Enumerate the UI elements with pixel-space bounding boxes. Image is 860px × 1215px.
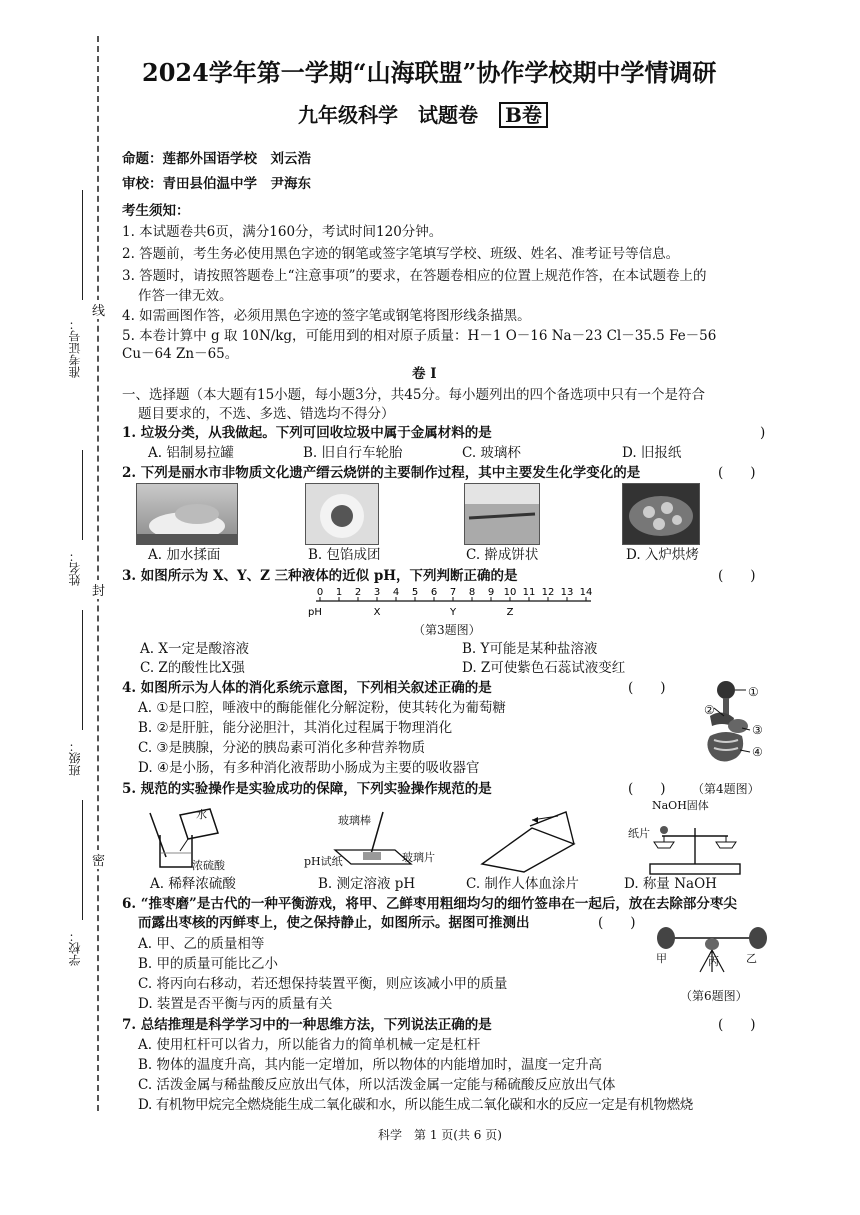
q7-option-a: A. 使用杠杆可以省力，所以能省力的简单机械一定是杠杆 bbox=[138, 1037, 481, 1053]
q4-option-d: D. ④是小肠，有多种消化液帮助小肠成为主要的吸收器官 bbox=[138, 760, 480, 776]
q3-option-d: D. Z可使紫色石蕊试液变红 bbox=[462, 660, 626, 676]
q2-stem: 2. 下列是丽水市非物质文化遗产缙云烧饼的主要制作过程，其中主要发生化学变化的是 bbox=[122, 465, 641, 481]
q5-label-slide: 玻璃片 bbox=[402, 851, 435, 864]
ph-tick-label: 12 bbox=[541, 587, 555, 598]
section-title: 卷 Ⅰ bbox=[412, 366, 437, 382]
q2-photo-baking bbox=[622, 483, 700, 545]
q5-option-a: A. 稀释浓硫酸 bbox=[150, 876, 236, 892]
q1-option-c: C. 玻璃杯 bbox=[462, 445, 521, 461]
notice-item-2: 2. 答题前，考生务必使用黑色字迹的钢笔或签字笔填写学校、班级、姓名、准考证号等信息。 bbox=[122, 246, 680, 262]
q7-option-d: D. 有机物甲烷完全燃烧能生成二氧化碳和水，所以能生成二氧化碳和水的反应一定是有机物燃烧 bbox=[138, 1097, 693, 1113]
q5-label-acid: 浓硫酸 bbox=[192, 859, 225, 872]
q2-option-a: A. 加水揉面 bbox=[148, 547, 221, 563]
q2-option-b: B. 包馅成团 bbox=[308, 547, 381, 563]
version-badge: B卷 bbox=[499, 102, 548, 128]
notice-item-3: 3. 答题时，请按照答题卷上“注意事项”的要求，在答题卷相应的位置上规范作答，在本试题卷上的 bbox=[122, 268, 707, 284]
page-title: 2024学年第一学期“山海联盟”协作学校期中学情调研 bbox=[142, 58, 717, 87]
q2-photo-kneading bbox=[136, 483, 238, 545]
q3-option-c: C. Z的酸性比X强 bbox=[140, 660, 245, 676]
ph-tick-label: 0 bbox=[316, 587, 324, 598]
q2-bracket: ( ) bbox=[718, 465, 756, 481]
q6-label-yi: 乙 bbox=[746, 952, 757, 965]
q4-bracket: ( ) bbox=[628, 680, 666, 696]
ph-tick-label: 13 bbox=[560, 587, 574, 598]
q3-stem: 3. 如图所示为 X、Y、Z 三种液体的近似 pH，下列判断正确的是 bbox=[122, 568, 518, 584]
q5-fig-weigh-naoh bbox=[640, 808, 750, 878]
q6-stem: 6. “推枣磨”是古代的一种平衡游戏，将甲、乙鲜枣用粗细均匀的细竹签串在一起后，放在去除部分枣尖 bbox=[122, 896, 737, 912]
q3-option-b: B. Y可能是某种盐溶液 bbox=[462, 641, 598, 657]
q4-label-2: ② bbox=[704, 703, 715, 717]
name-label: 姓名： bbox=[68, 550, 82, 586]
q6-option-d: D. 装置是否平衡与丙的质量有关 bbox=[138, 996, 333, 1012]
q5-bracket: ( ) bbox=[628, 781, 666, 797]
ph-tick-label: 1 bbox=[335, 587, 343, 598]
seal-char-line: 线 bbox=[92, 300, 105, 319]
ph-tick-label: 11 bbox=[522, 587, 536, 598]
q2-option-c: C. 擀成饼状 bbox=[466, 547, 539, 563]
q6-option-c: C. 将丙向右移动，若还想保持装置平衡，则应该减小甲的质量 bbox=[138, 976, 508, 992]
reviewer-line: 审校：青田县伯温中学 尹海东 bbox=[122, 176, 311, 192]
q5-label-paper: pH试纸 bbox=[304, 855, 343, 868]
q4-option-a: A. ①是口腔，唾液中的酶能催化分解淀粉，使其转化为葡萄糖 bbox=[138, 700, 506, 716]
q4-label-1: ① bbox=[748, 685, 759, 699]
q1-option-d: D. 旧报纸 bbox=[622, 445, 682, 461]
class-blank bbox=[82, 610, 83, 730]
q3-ph-scale bbox=[306, 584, 606, 620]
school-label: 学校： bbox=[68, 930, 82, 966]
q6-option-b: B. 甲的质量可能比乙小 bbox=[138, 956, 279, 972]
ph-tick-label: 6 bbox=[430, 587, 438, 598]
q7-stem: 7. 总结推理是科学学习中的一种思维方法，下列说法正确的是 bbox=[122, 1017, 492, 1033]
q4-caption: （第4题图） bbox=[692, 782, 760, 796]
seal-char-secret: 密 bbox=[92, 850, 105, 869]
ph-tick-label: 8 bbox=[468, 587, 476, 598]
notice-heading: 考生须知： bbox=[122, 203, 190, 219]
q5-stem: 5. 规范的实验操作是实验成功的保障，下列实验操作规范的是 bbox=[122, 781, 492, 797]
notice-item-1: 1. 本试题卷共6页，满分160分，考试时间120分钟。 bbox=[122, 224, 443, 240]
q4-label-4: ④ bbox=[752, 745, 763, 759]
q6-option-a: A. 甲、乙的质量相等 bbox=[138, 936, 265, 952]
q2-photo-rolling bbox=[464, 483, 540, 545]
school-blank bbox=[82, 800, 83, 920]
part-instructions-cont: 题目要求的，不选、多选、错选均不得分） bbox=[138, 406, 395, 422]
q5-label-paper-sheet: 纸片 bbox=[628, 827, 650, 840]
notice-item-5-cont: Cu－64 Zn－65。 bbox=[122, 346, 239, 362]
q2-option-d: D. 入炉烘烤 bbox=[626, 547, 699, 563]
q5-label-rod: 玻璃棒 bbox=[338, 814, 371, 827]
q7-option-b: B. 物体的温度升高，其内能一定增加，所以物体的内能增加时，温度一定升高 bbox=[138, 1057, 603, 1073]
q3-option-a: A. X一定是酸溶液 bbox=[140, 641, 249, 657]
q6-label-bing: 丙 bbox=[708, 955, 719, 968]
notice-item-3-cont: 作答一律无效。 bbox=[138, 288, 233, 304]
ph-tick-label: 4 bbox=[392, 587, 400, 598]
q1-option-a: A. 铝制易拉罐 bbox=[148, 445, 234, 461]
q3-caption: （第3题图） bbox=[413, 623, 481, 637]
ph-tick-label: 2 bbox=[354, 587, 362, 598]
q5-option-d: D. 称量 NaOH bbox=[624, 876, 717, 892]
q1-stem: 1. 垃圾分类，从我做起。下列可回收垃圾中属于金属材料的是 bbox=[122, 425, 492, 441]
notice-item-4: 4. 如需画图作答，必须用黑色字迹的签字笔或钢笔将图形线条描黑。 bbox=[122, 308, 531, 324]
q6-stem-cont: 而露出枣核的丙鲜枣上，使之保持静止，如图所示。据图可推测出 bbox=[138, 915, 530, 931]
notice-item-5: 5. 本卷计算中 g 取 10N/kg，可能用到的相对原子质量：H－1 O－16 Na－23 Cl－35.5 Fe－56 bbox=[122, 328, 717, 344]
q4-stem: 4. 如图所示为人体的消化系统示意图，下列相关叙述正确的是 bbox=[122, 680, 492, 696]
ph-marker-y: Y bbox=[449, 607, 457, 618]
q7-option-c: C. 活泼金属与稀盐酸反应放出气体，所以活泼金属一定能与稀硫酸反应放出气体 bbox=[138, 1077, 616, 1093]
q3-bracket: ( ) bbox=[718, 568, 756, 584]
ph-axis-label: pH bbox=[308, 607, 322, 618]
q6-label-jia: 甲 bbox=[656, 952, 667, 965]
ph-tick-label: 9 bbox=[487, 587, 495, 598]
ph-tick-label: 3 bbox=[373, 587, 381, 598]
q1-option-b: B. 旧自行车轮胎 bbox=[303, 445, 403, 461]
name-blank bbox=[82, 450, 83, 540]
q4-label-3: ③ bbox=[752, 723, 763, 737]
q5-option-b: B. 测定溶液 pH bbox=[318, 876, 416, 892]
q5-fig-blood-smear bbox=[474, 808, 584, 874]
ph-tick-label: 10 bbox=[503, 587, 517, 598]
q6-bracket: ( ) bbox=[598, 915, 636, 931]
page-subtitle bbox=[298, 102, 548, 128]
exam-number-label: 准考证号： bbox=[68, 318, 82, 378]
subtitle-text: 九年级科学 试题卷 bbox=[298, 103, 478, 127]
q5-label-naoh: NaOH固体 bbox=[652, 799, 709, 812]
ph-tick-label: 14 bbox=[579, 587, 593, 598]
class-label: 班级： bbox=[68, 740, 82, 776]
ph-marker-z: Z bbox=[506, 607, 514, 618]
q7-bracket: ( ) bbox=[718, 1017, 756, 1033]
ph-tick-label: 7 bbox=[449, 587, 457, 598]
page-footer: 科学 第 1 页(共 6 页) bbox=[378, 1128, 502, 1142]
q1-bracket: ) bbox=[760, 425, 766, 441]
q5-option-c: C. 制作人体血涂片 bbox=[466, 876, 579, 892]
ph-tick-label: 5 bbox=[411, 587, 419, 598]
q5-label-water: 水 bbox=[196, 808, 207, 821]
q2-photo-wrapping bbox=[305, 483, 379, 545]
q4-option-b: B. ②是肝脏，能分泌胆汁，其消化过程属于物理消化 bbox=[138, 720, 453, 736]
exam-number-blank bbox=[82, 190, 83, 300]
part-instructions: 一、选择题（本大题有15小题，每小题3分，共45分。每小题列出的四个备选项中只有一个是符合 bbox=[122, 387, 705, 403]
binding-dashed-line bbox=[97, 36, 99, 1111]
ph-marker-x: X bbox=[373, 607, 381, 618]
author-line: 命题：莲都外国语学校 刘云浩 bbox=[122, 151, 311, 167]
q4-option-c: C. ③是胰腺，分泌的胰岛素可消化多种营养物质 bbox=[138, 740, 426, 756]
q6-caption: （第6题图） bbox=[680, 989, 748, 1003]
seal-char-seal: 封 bbox=[92, 580, 105, 599]
